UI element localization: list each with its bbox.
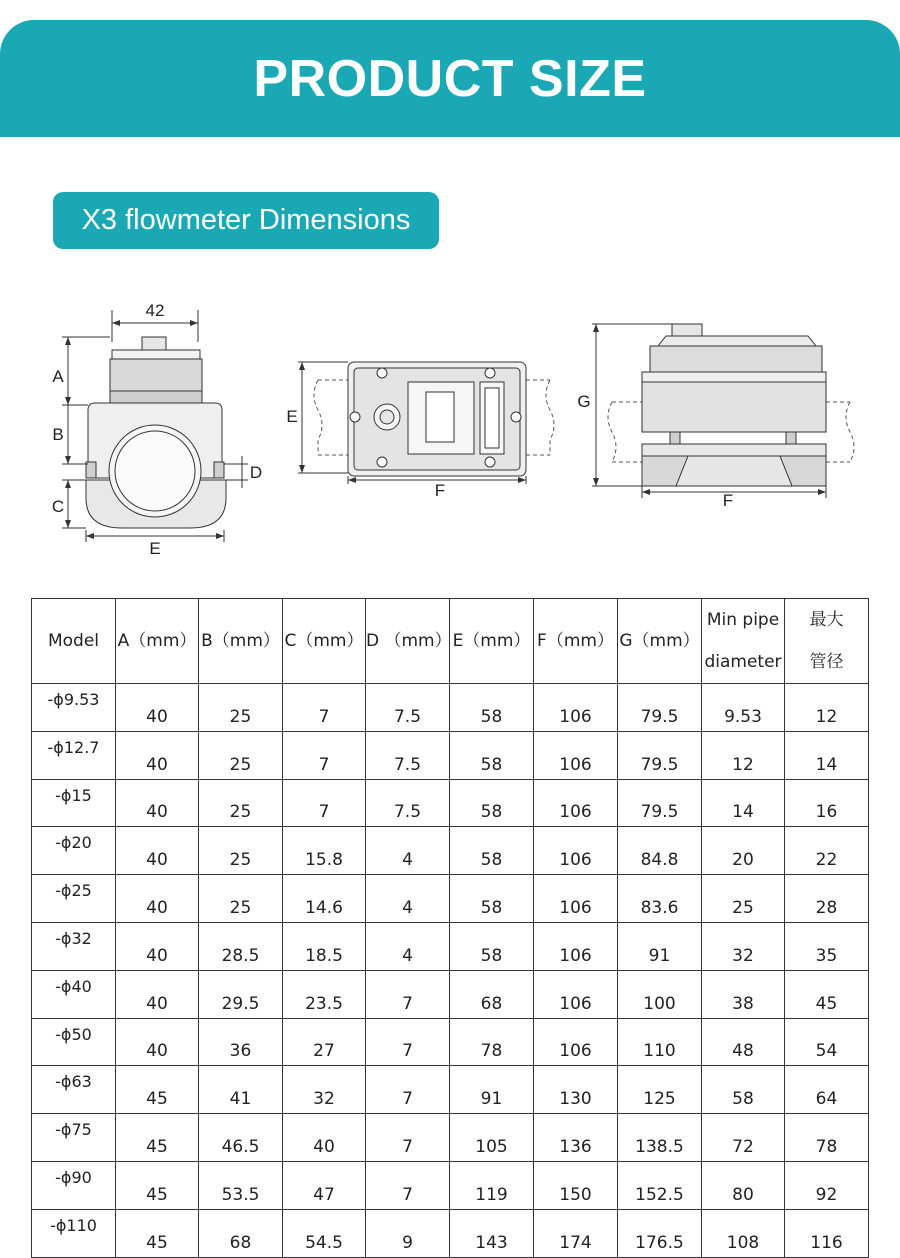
cell-model: -ϕ25 <box>32 875 116 923</box>
cell-a: 40 <box>116 684 199 732</box>
table-row <box>32 922 869 970</box>
header-max-pipe <box>785 599 869 684</box>
cell-a: 45 <box>116 1114 199 1162</box>
header-b: B（mm） <box>199 599 283 684</box>
cell-f: 106 <box>534 1018 618 1066</box>
header-min-pipe-line1: Min pipe <box>706 610 780 630</box>
cell-b: 53.5 <box>199 1161 283 1209</box>
top-view-drawing <box>280 290 570 505</box>
cell-d: 7.5 <box>366 731 450 779</box>
cell-b: 25 <box>199 827 283 875</box>
header-g: G（mm） <box>618 599 702 684</box>
cell-c: 47 <box>283 1161 366 1209</box>
cell-c: 7 <box>283 684 366 732</box>
cell-max-pipe: 54 <box>785 1018 869 1066</box>
cell-model: -ϕ90 <box>32 1161 116 1209</box>
table-row <box>32 1161 869 1209</box>
table-row <box>32 684 869 732</box>
cell-d: 7.5 <box>366 779 450 827</box>
cell-c: 7 <box>283 779 366 827</box>
header-model: Model <box>32 599 116 684</box>
dim-f-front-label: F <box>722 491 734 510</box>
cell-model: -ϕ12.7 <box>32 731 116 779</box>
cell-model: -ϕ75 <box>32 1114 116 1162</box>
cell-model: -ϕ50 <box>32 1018 116 1066</box>
cell-e: 58 <box>450 779 534 827</box>
cell-e: 58 <box>450 684 534 732</box>
dim-g-label: G <box>577 392 591 411</box>
table-row <box>32 875 869 923</box>
cell-max-pipe: 92 <box>785 1161 869 1209</box>
cell-max-pipe: 35 <box>785 922 869 970</box>
front-view-drawing <box>570 290 870 515</box>
dim-e-top-label: E <box>286 407 298 426</box>
cell-d: 9 <box>366 1209 450 1257</box>
cell-c: 32 <box>283 1066 366 1114</box>
cell-g: 83.6 <box>618 875 702 923</box>
table-row <box>32 779 869 827</box>
cell-min-pipe: 25 <box>702 875 785 923</box>
cell-g: 100 <box>618 970 702 1018</box>
cell-g: 84.8 <box>618 827 702 875</box>
cell-min-pipe: 72 <box>702 1114 785 1162</box>
side-view-drawing <box>40 290 280 565</box>
cell-f: 136 <box>534 1114 618 1162</box>
cell-min-pipe: 80 <box>702 1161 785 1209</box>
cell-min-pipe: 32 <box>702 922 785 970</box>
cell-d: 4 <box>366 827 450 875</box>
cell-g: 91 <box>618 922 702 970</box>
cell-max-pipe: 14 <box>785 731 869 779</box>
cell-g: 79.5 <box>618 684 702 732</box>
cell-e: 58 <box>450 731 534 779</box>
header-min-pipe <box>702 599 785 684</box>
cell-e: 78 <box>450 1018 534 1066</box>
cell-e: 58 <box>450 827 534 875</box>
cell-min-pipe: 38 <box>702 970 785 1018</box>
table-row <box>32 827 869 875</box>
dimensions-table <box>31 598 869 1258</box>
cell-b: 25 <box>199 684 283 732</box>
cell-model: -ϕ15 <box>32 779 116 827</box>
cell-b: 29.5 <box>199 970 283 1018</box>
cell-min-pipe: 48 <box>702 1018 785 1066</box>
cell-min-pipe: 58 <box>702 1066 785 1114</box>
cell-g: 110 <box>618 1018 702 1066</box>
cell-min-pipe: 20 <box>702 827 785 875</box>
table-row <box>32 1209 869 1257</box>
cell-f: 130 <box>534 1066 618 1114</box>
cell-e: 91 <box>450 1066 534 1114</box>
cell-max-pipe: 12 <box>785 684 869 732</box>
cell-b: 36 <box>199 1018 283 1066</box>
section-title: X3 flowmeter Dimensions <box>53 192 439 249</box>
header-max-pipe-line2: 管径 <box>809 652 844 672</box>
cell-c: 40 <box>283 1114 366 1162</box>
header-d: D （mm） <box>366 599 450 684</box>
cell-g: 79.5 <box>618 731 702 779</box>
cell-c: 15.8 <box>283 827 366 875</box>
cell-b: 28.5 <box>199 922 283 970</box>
header-e: E（mm） <box>450 599 534 684</box>
table-body <box>32 684 869 1258</box>
cell-b: 41 <box>199 1066 283 1114</box>
cell-model: -ϕ110 <box>32 1209 116 1257</box>
cell-d: 4 <box>366 875 450 923</box>
dim-c-label: C <box>51 497 65 516</box>
cell-a: 45 <box>116 1161 199 1209</box>
cell-model: -ϕ20 <box>32 827 116 875</box>
cell-max-pipe: 64 <box>785 1066 869 1114</box>
cell-e: 143 <box>450 1209 534 1257</box>
cell-d: 7 <box>366 1066 450 1114</box>
cell-e: 68 <box>450 970 534 1018</box>
cell-min-pipe: 108 <box>702 1209 785 1257</box>
cell-d: 4 <box>366 922 450 970</box>
cell-a: 45 <box>116 1066 199 1114</box>
cell-f: 150 <box>534 1161 618 1209</box>
cell-model: -ϕ32 <box>32 922 116 970</box>
cell-b: 68 <box>199 1209 283 1257</box>
table-header-row <box>32 599 869 684</box>
cell-a: 45 <box>116 1209 199 1257</box>
cell-a: 40 <box>116 1018 199 1066</box>
cell-f: 106 <box>534 827 618 875</box>
cell-g: 125 <box>618 1066 702 1114</box>
page-title: PRODUCT SIZE <box>253 49 647 108</box>
header-min-pipe-line2: diameter <box>704 652 782 672</box>
header-banner <box>0 20 900 137</box>
cell-model: -ϕ63 <box>32 1066 116 1114</box>
cell-b: 46.5 <box>199 1114 283 1162</box>
cell-d: 7.5 <box>366 684 450 732</box>
table-row <box>32 1018 869 1066</box>
cell-model: -ϕ9.53 <box>32 684 116 732</box>
header-f: F（mm） <box>534 599 618 684</box>
cell-a: 40 <box>116 875 199 923</box>
cell-f: 106 <box>534 970 618 1018</box>
table-row <box>32 970 869 1018</box>
cell-max-pipe: 16 <box>785 779 869 827</box>
cell-c: 7 <box>283 731 366 779</box>
table-row <box>32 1066 869 1114</box>
header-a: A（mm） <box>116 599 199 684</box>
dim-f-top-label: F <box>434 481 446 500</box>
cell-f: 106 <box>534 922 618 970</box>
cell-min-pipe: 14 <box>702 779 785 827</box>
cell-d: 7 <box>366 1018 450 1066</box>
cell-max-pipe: 45 <box>785 970 869 1018</box>
cell-f: 106 <box>534 684 618 732</box>
cell-a: 40 <box>116 827 199 875</box>
header-max-pipe-line1: 最大 <box>809 610 844 630</box>
dim-d-label: D <box>249 463 263 482</box>
cell-max-pipe: 28 <box>785 875 869 923</box>
cell-e: 119 <box>450 1161 534 1209</box>
cell-model: -ϕ40 <box>32 970 116 1018</box>
cell-c: 27 <box>283 1018 366 1066</box>
cell-c: 14.6 <box>283 875 366 923</box>
cell-g: 138.5 <box>618 1114 702 1162</box>
cell-b: 25 <box>199 875 283 923</box>
cell-c: 23.5 <box>283 970 366 1018</box>
table-row <box>32 731 869 779</box>
cell-d: 7 <box>366 970 450 1018</box>
cell-f: 106 <box>534 731 618 779</box>
cell-g: 152.5 <box>618 1161 702 1209</box>
cell-c: 18.5 <box>283 922 366 970</box>
cell-max-pipe: 78 <box>785 1114 869 1162</box>
cell-a: 40 <box>116 731 199 779</box>
cell-f: 106 <box>534 875 618 923</box>
cell-e: 58 <box>450 875 534 923</box>
cell-a: 40 <box>116 779 199 827</box>
cell-e: 105 <box>450 1114 534 1162</box>
cell-d: 7 <box>366 1161 450 1209</box>
cell-max-pipe: 22 <box>785 827 869 875</box>
cell-b: 25 <box>199 779 283 827</box>
cell-e: 58 <box>450 922 534 970</box>
cell-f: 106 <box>534 779 618 827</box>
cell-d: 7 <box>366 1114 450 1162</box>
dim-e-label: E <box>149 539 161 558</box>
cell-a: 40 <box>116 970 199 1018</box>
cell-a: 40 <box>116 922 199 970</box>
cell-max-pipe: 116 <box>785 1209 869 1257</box>
cell-b: 25 <box>199 731 283 779</box>
dim-a-label: A <box>52 367 64 386</box>
header-c: C（mm） <box>283 599 366 684</box>
cell-min-pipe: 9.53 <box>702 684 785 732</box>
dim-b-label: B <box>52 425 64 444</box>
cell-g: 79.5 <box>618 779 702 827</box>
dim-42-label: 42 <box>145 301 165 320</box>
cell-min-pipe: 12 <box>702 731 785 779</box>
cell-f: 174 <box>534 1209 618 1257</box>
cell-g: 176.5 <box>618 1209 702 1257</box>
cell-c: 54.5 <box>283 1209 366 1257</box>
table-row <box>32 1114 869 1162</box>
